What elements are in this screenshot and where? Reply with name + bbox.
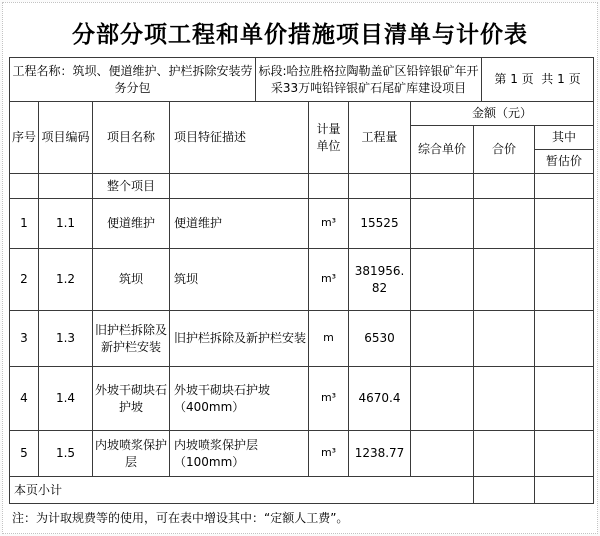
unit-cell: m³ bbox=[309, 249, 349, 311]
code-cell: 1.5 bbox=[39, 431, 93, 477]
section-name: 标段:哈拉胜格拉陶勒盖矿区铅锌银矿年开采33万吨铅锌银矿石尾矿库建设项目 bbox=[256, 58, 482, 102]
unit-cell: m³ bbox=[309, 367, 349, 431]
qty-cell: 381956.82 bbox=[349, 249, 411, 311]
group-row bbox=[10, 174, 594, 199]
desc-cell: 便道维护 bbox=[170, 199, 309, 249]
unit-cell: m bbox=[309, 311, 349, 367]
seq-cell: 5 bbox=[10, 431, 39, 477]
footnote: 注：为计取规费等的使用，可在表中增设其中：“定额人工费”。 bbox=[12, 510, 349, 525]
header-unit-price: 综合单价 bbox=[411, 126, 474, 174]
header-amount-group: 金额（元） bbox=[411, 102, 594, 126]
table-row bbox=[10, 199, 594, 249]
header-row-1 bbox=[10, 102, 594, 126]
header-qty: 工程量 bbox=[349, 102, 411, 174]
provisional-cell bbox=[535, 431, 594, 477]
desc-cell bbox=[170, 174, 309, 199]
table-row bbox=[10, 311, 594, 367]
qty-cell: 1238.77 bbox=[349, 431, 411, 477]
unit-price-cell bbox=[411, 199, 474, 249]
document-page bbox=[2, 2, 598, 534]
header-provisional: 暂估价 bbox=[535, 150, 594, 174]
unit-cell: m³ bbox=[309, 199, 349, 249]
header-name: 项目名称 bbox=[93, 102, 170, 174]
name-cell: 外坡干砌块石护坡 bbox=[93, 367, 170, 431]
desc-cell: 内坡喷浆保护层（100mm） bbox=[170, 431, 309, 477]
seq-cell: 2 bbox=[10, 249, 39, 311]
boq-table bbox=[9, 101, 594, 504]
header-unit: 计量单位 bbox=[309, 102, 349, 174]
desc-cell: 旧护栏拆除及新护栏安装 bbox=[170, 311, 309, 367]
header-total-price: 合价 bbox=[474, 126, 535, 174]
qty-cell bbox=[349, 174, 411, 199]
group-name-cell: 整个项目 bbox=[93, 174, 170, 199]
provisional-cell bbox=[535, 311, 594, 367]
provisional-cell bbox=[535, 249, 594, 311]
subtotal-row bbox=[10, 477, 594, 504]
total-price-cell bbox=[474, 367, 535, 431]
subtotal-total-price-cell bbox=[474, 477, 535, 504]
info-row bbox=[10, 58, 594, 102]
qty-cell: 4670.4 bbox=[349, 367, 411, 431]
page-title: 分部分项工程和单价措施项目清单与计价表 bbox=[72, 22, 528, 48]
provisional-cell bbox=[535, 367, 594, 431]
total-price-cell bbox=[474, 249, 535, 311]
name-cell: 便道维护 bbox=[93, 199, 170, 249]
total-price-cell bbox=[474, 199, 535, 249]
name-cell: 内坡喷浆保护层 bbox=[93, 431, 170, 477]
page-indicator: 第 1 页 共 1 页 bbox=[482, 58, 594, 102]
seq-cell: 4 bbox=[10, 367, 39, 431]
code-cell: 1.4 bbox=[39, 367, 93, 431]
name-cell: 筑坝 bbox=[93, 249, 170, 311]
subtotal-label: 本页小计 bbox=[10, 477, 474, 504]
desc-cell: 外坡干砌块石护坡（400mm） bbox=[170, 367, 309, 431]
unit-price-cell bbox=[411, 367, 474, 431]
seq-cell: 3 bbox=[10, 311, 39, 367]
seq-cell: 1 bbox=[10, 199, 39, 249]
code-cell bbox=[39, 174, 93, 199]
subtotal-provisional-cell bbox=[535, 477, 594, 504]
table-row bbox=[10, 249, 594, 311]
total-price-cell bbox=[474, 174, 535, 199]
total-price-cell bbox=[474, 311, 535, 367]
total-price-cell bbox=[474, 431, 535, 477]
unit-price-cell bbox=[411, 431, 474, 477]
header-of-which: 其中 bbox=[535, 126, 594, 150]
header-desc: 项目特征描述 bbox=[170, 102, 309, 174]
code-cell: 1.1 bbox=[39, 199, 93, 249]
table-row bbox=[10, 431, 594, 477]
unit-price-cell bbox=[411, 311, 474, 367]
unit-cell bbox=[309, 174, 349, 199]
header-seq: 序号 bbox=[10, 102, 39, 174]
qty-cell: 15525 bbox=[349, 199, 411, 249]
seq-cell bbox=[10, 174, 39, 199]
header-code: 项目编码 bbox=[39, 102, 93, 174]
info-bar bbox=[9, 57, 594, 102]
provisional-cell bbox=[535, 199, 594, 249]
qty-cell: 6530 bbox=[349, 311, 411, 367]
desc-cell: 筑坝 bbox=[170, 249, 309, 311]
unit-price-cell bbox=[411, 249, 474, 311]
name-cell: 旧护栏拆除及新护栏安装 bbox=[93, 311, 170, 367]
unit-cell: m³ bbox=[309, 431, 349, 477]
code-cell: 1.3 bbox=[39, 311, 93, 367]
unit-price-cell bbox=[411, 174, 474, 199]
table-row bbox=[10, 367, 594, 431]
project-name: 工程名称：筑坝、便道维护、护栏拆除安装劳务分包 bbox=[10, 58, 256, 102]
provisional-cell bbox=[535, 174, 594, 199]
code-cell: 1.2 bbox=[39, 249, 93, 311]
